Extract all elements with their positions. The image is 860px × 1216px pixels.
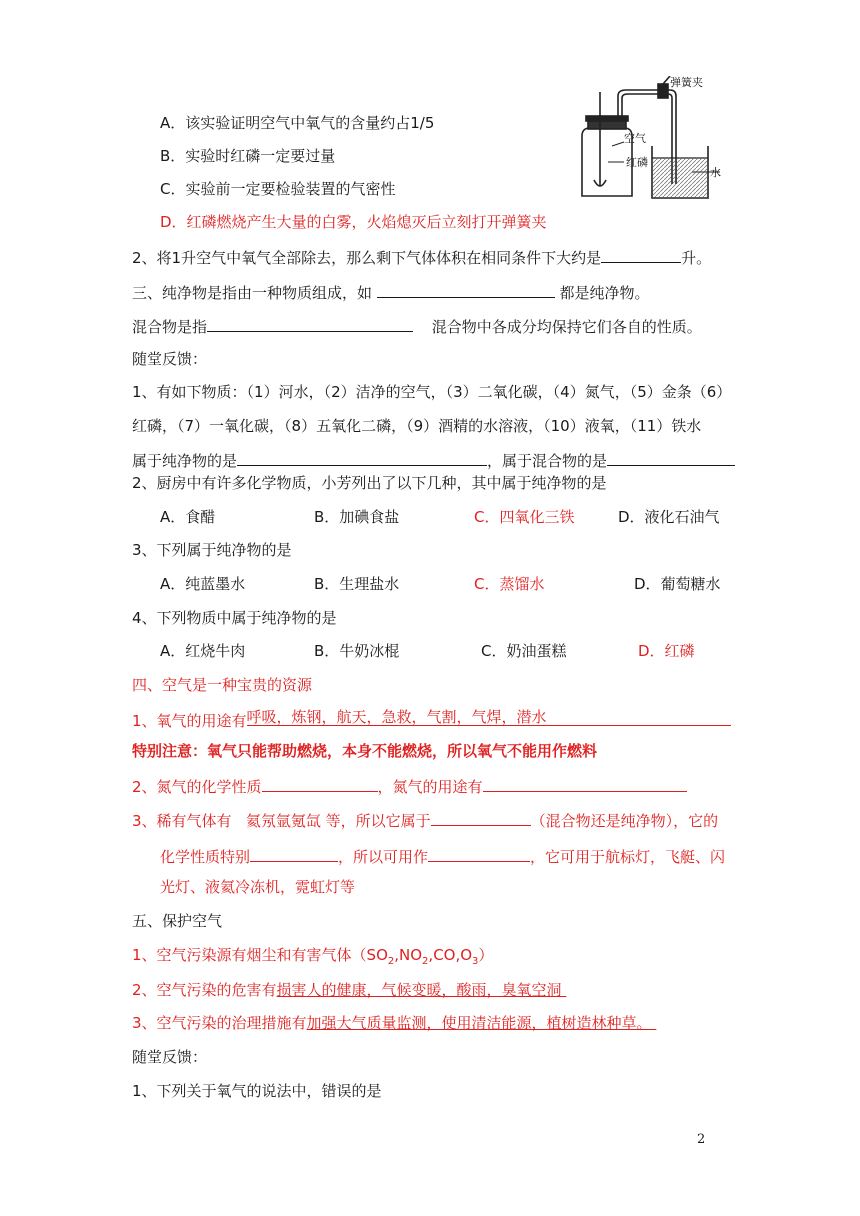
so2-subscript: 2: [387, 956, 395, 967]
s4-item3-line2-suffix: ，它可用于航标灯，飞艇、闪: [530, 848, 726, 866]
q2-text: 2、将1升空气中氧气全部除去，那么剩下气体体积在相同条件下大约是: [132, 249, 602, 267]
q2-line: [132, 246, 711, 268]
pollution-harm-answer: 损害人的健康，气候变暖，酸雨，臭氧空洞: [276, 981, 567, 999]
nitrogen-property-blank[interactable]: [262, 775, 378, 792]
no2-subscript: 2: [422, 956, 429, 967]
fq4-stem: 4、下列物质中属于纯净物的是: [132, 609, 337, 627]
red-phosphorus-apparatus-diagram: [572, 76, 724, 200]
fq1-pure-label: 属于纯净物的是: [132, 452, 238, 470]
rare-gas-class-blank[interactable]: [431, 809, 531, 826]
s5-item1: [132, 945, 493, 972]
fq1-mixture-blank[interactable]: [607, 449, 735, 466]
s4-item1-label: 1、氧气的用途有: [132, 712, 247, 730]
fq4-option-a: A．红烧牛肉: [160, 642, 246, 660]
s4-item3-line3: 光灯、液氦冷冻机，霓虹灯等: [160, 878, 356, 896]
q1-option-b: B．实验时红磷一定要过量: [160, 147, 336, 165]
fq3-option-c: C．蒸馏水: [474, 575, 545, 593]
fq4-option-b: B．牛奶冰棍: [314, 642, 400, 660]
page-number: 2: [697, 1132, 706, 1147]
fq3-option-b: B．生理盐水: [314, 575, 400, 593]
s4-item3-line2: [160, 845, 725, 867]
fq1-line1: 1、有如下物质：（1）河水，（2）洁净的空气，（3）二氧化碳，（4）氮气，（5）金条（6）: [132, 383, 732, 401]
s4-item3-suffix: （混合物还是纯净物），它的: [530, 812, 719, 830]
s3-line1-text: 三、纯净物是指由一种物质组成，如: [132, 284, 377, 302]
s3-line2: [132, 315, 702, 337]
s5-item3: [132, 1013, 656, 1033]
s5-item1-no2: ,NO: [394, 946, 423, 964]
air-label: 空气: [624, 132, 646, 145]
feedback-heading-1: 随堂反馈：: [132, 350, 208, 368]
s5-item1-co-o3: ,CO,O: [428, 946, 473, 964]
s5-item1-text: 1、空气污染源有烟尘和有害气体（SO: [132, 946, 388, 964]
q1-option-d: D．红磷燃烧产生大量的白雾，火焰熄灭后立刻打开弹簧夹: [160, 213, 547, 231]
s5-item3-label: 3、空气污染的治理措施有: [132, 1014, 307, 1032]
s4-item3-text: 3、稀有气体有 氦氖氩氪氙 等，所以它属于: [132, 812, 431, 830]
fq3-option-a: A．纯蓝墨水: [160, 575, 246, 593]
oxygen-uses-text: 呼吸，炼钢，航天，急救，气割，气焊，潜水: [246, 708, 547, 726]
s4-item3-line1: [132, 809, 718, 831]
s3-line2-text: 混合物是指: [132, 318, 208, 336]
fq2-option-a: A．食醋: [160, 508, 216, 526]
q1-option-c: C．实验前一定要检验装置的气密性: [160, 180, 396, 198]
fq3-option-d: D．葡萄糖水: [634, 575, 721, 593]
pollution-control-answer: 加强大气质量监测，使用清洁能源，植树造林种草。: [306, 1014, 657, 1032]
water-label: 水: [710, 166, 721, 179]
s4-note: 特别注意：氧气只能帮助燃烧，本身不能燃烧，所以氧气不能用作燃料: [132, 742, 598, 760]
q2-blank[interactable]: [601, 246, 681, 263]
s4-item3-use-label: ，所以可用作: [338, 848, 429, 866]
s5-item2-label: 2、空气污染的危害有: [132, 981, 277, 999]
s4-item1: [132, 709, 731, 731]
s4-item3-line2-text: 化学性质特别: [160, 848, 251, 866]
feedback-heading-2: 随堂反馈：: [132, 1048, 208, 1066]
s5-item1-close: ）: [478, 946, 494, 964]
fq2-option-d: D．液化石油气: [618, 508, 720, 526]
spring-clip-label: 弹簧夹: [670, 76, 703, 89]
fq1-pure-blank[interactable]: [237, 449, 487, 466]
fq2-option-b: B．加碘食盐: [314, 508, 400, 526]
q1-option-a: A．该实验证明空气中氧气的含量约占1/5: [160, 114, 435, 132]
s4-item2: [132, 775, 687, 797]
red-phosphorus-label: 红磷: [626, 156, 648, 169]
s4-item2-uses-label: ，氮气的用途有: [377, 778, 483, 796]
rare-gas-use-blank[interactable]: [428, 845, 530, 862]
s3-line1: [132, 281, 650, 303]
fq5-stem: 1、下列关于氧气的说法中，错误的是: [132, 1082, 382, 1100]
s5-item2: [132, 980, 566, 1000]
fq4-option-d: D．红磷: [638, 642, 695, 660]
q2-suffix: 升。: [681, 249, 712, 267]
s4-item2-label: 2、氮气的化学性质: [132, 778, 262, 796]
fq4-option-c: C．奶油蛋糕: [481, 642, 567, 660]
fq1-mixture-label: ，属于混合物的是: [487, 452, 608, 470]
fq2-option-c: C．四氧化三铁: [474, 508, 575, 526]
s5-title: 五、保护空气: [132, 912, 223, 930]
o3-subscript: 3: [472, 956, 479, 967]
pure-substance-blank[interactable]: [377, 281, 555, 298]
s3-line1-suffix: 都是纯净物。: [554, 284, 650, 302]
fq1-line3: [132, 449, 735, 471]
mixture-blank[interactable]: [207, 315, 413, 332]
nitrogen-uses-blank[interactable]: [483, 775, 687, 792]
fq1-line2: 红磷，（7）一氧化碳，（8）五氧化二磷，（9）酒精的水溶液，（10）液氧，（11）铁水: [132, 417, 702, 435]
rare-gas-property-blank[interactable]: [250, 845, 338, 862]
oxygen-uses-answer: [247, 709, 731, 726]
fq3-stem: 3、下列属于纯净物的是: [132, 541, 292, 559]
s4-title: 四、空气是一种宝贵的资源: [132, 676, 313, 694]
s3-line2-suffix: 混合物中各成分均保持它们各自的性质。: [427, 318, 702, 336]
fq2-stem: 2、厨房中有许多化学物质，小芳列出了以下几种，其中属于纯净物的是: [132, 474, 607, 492]
